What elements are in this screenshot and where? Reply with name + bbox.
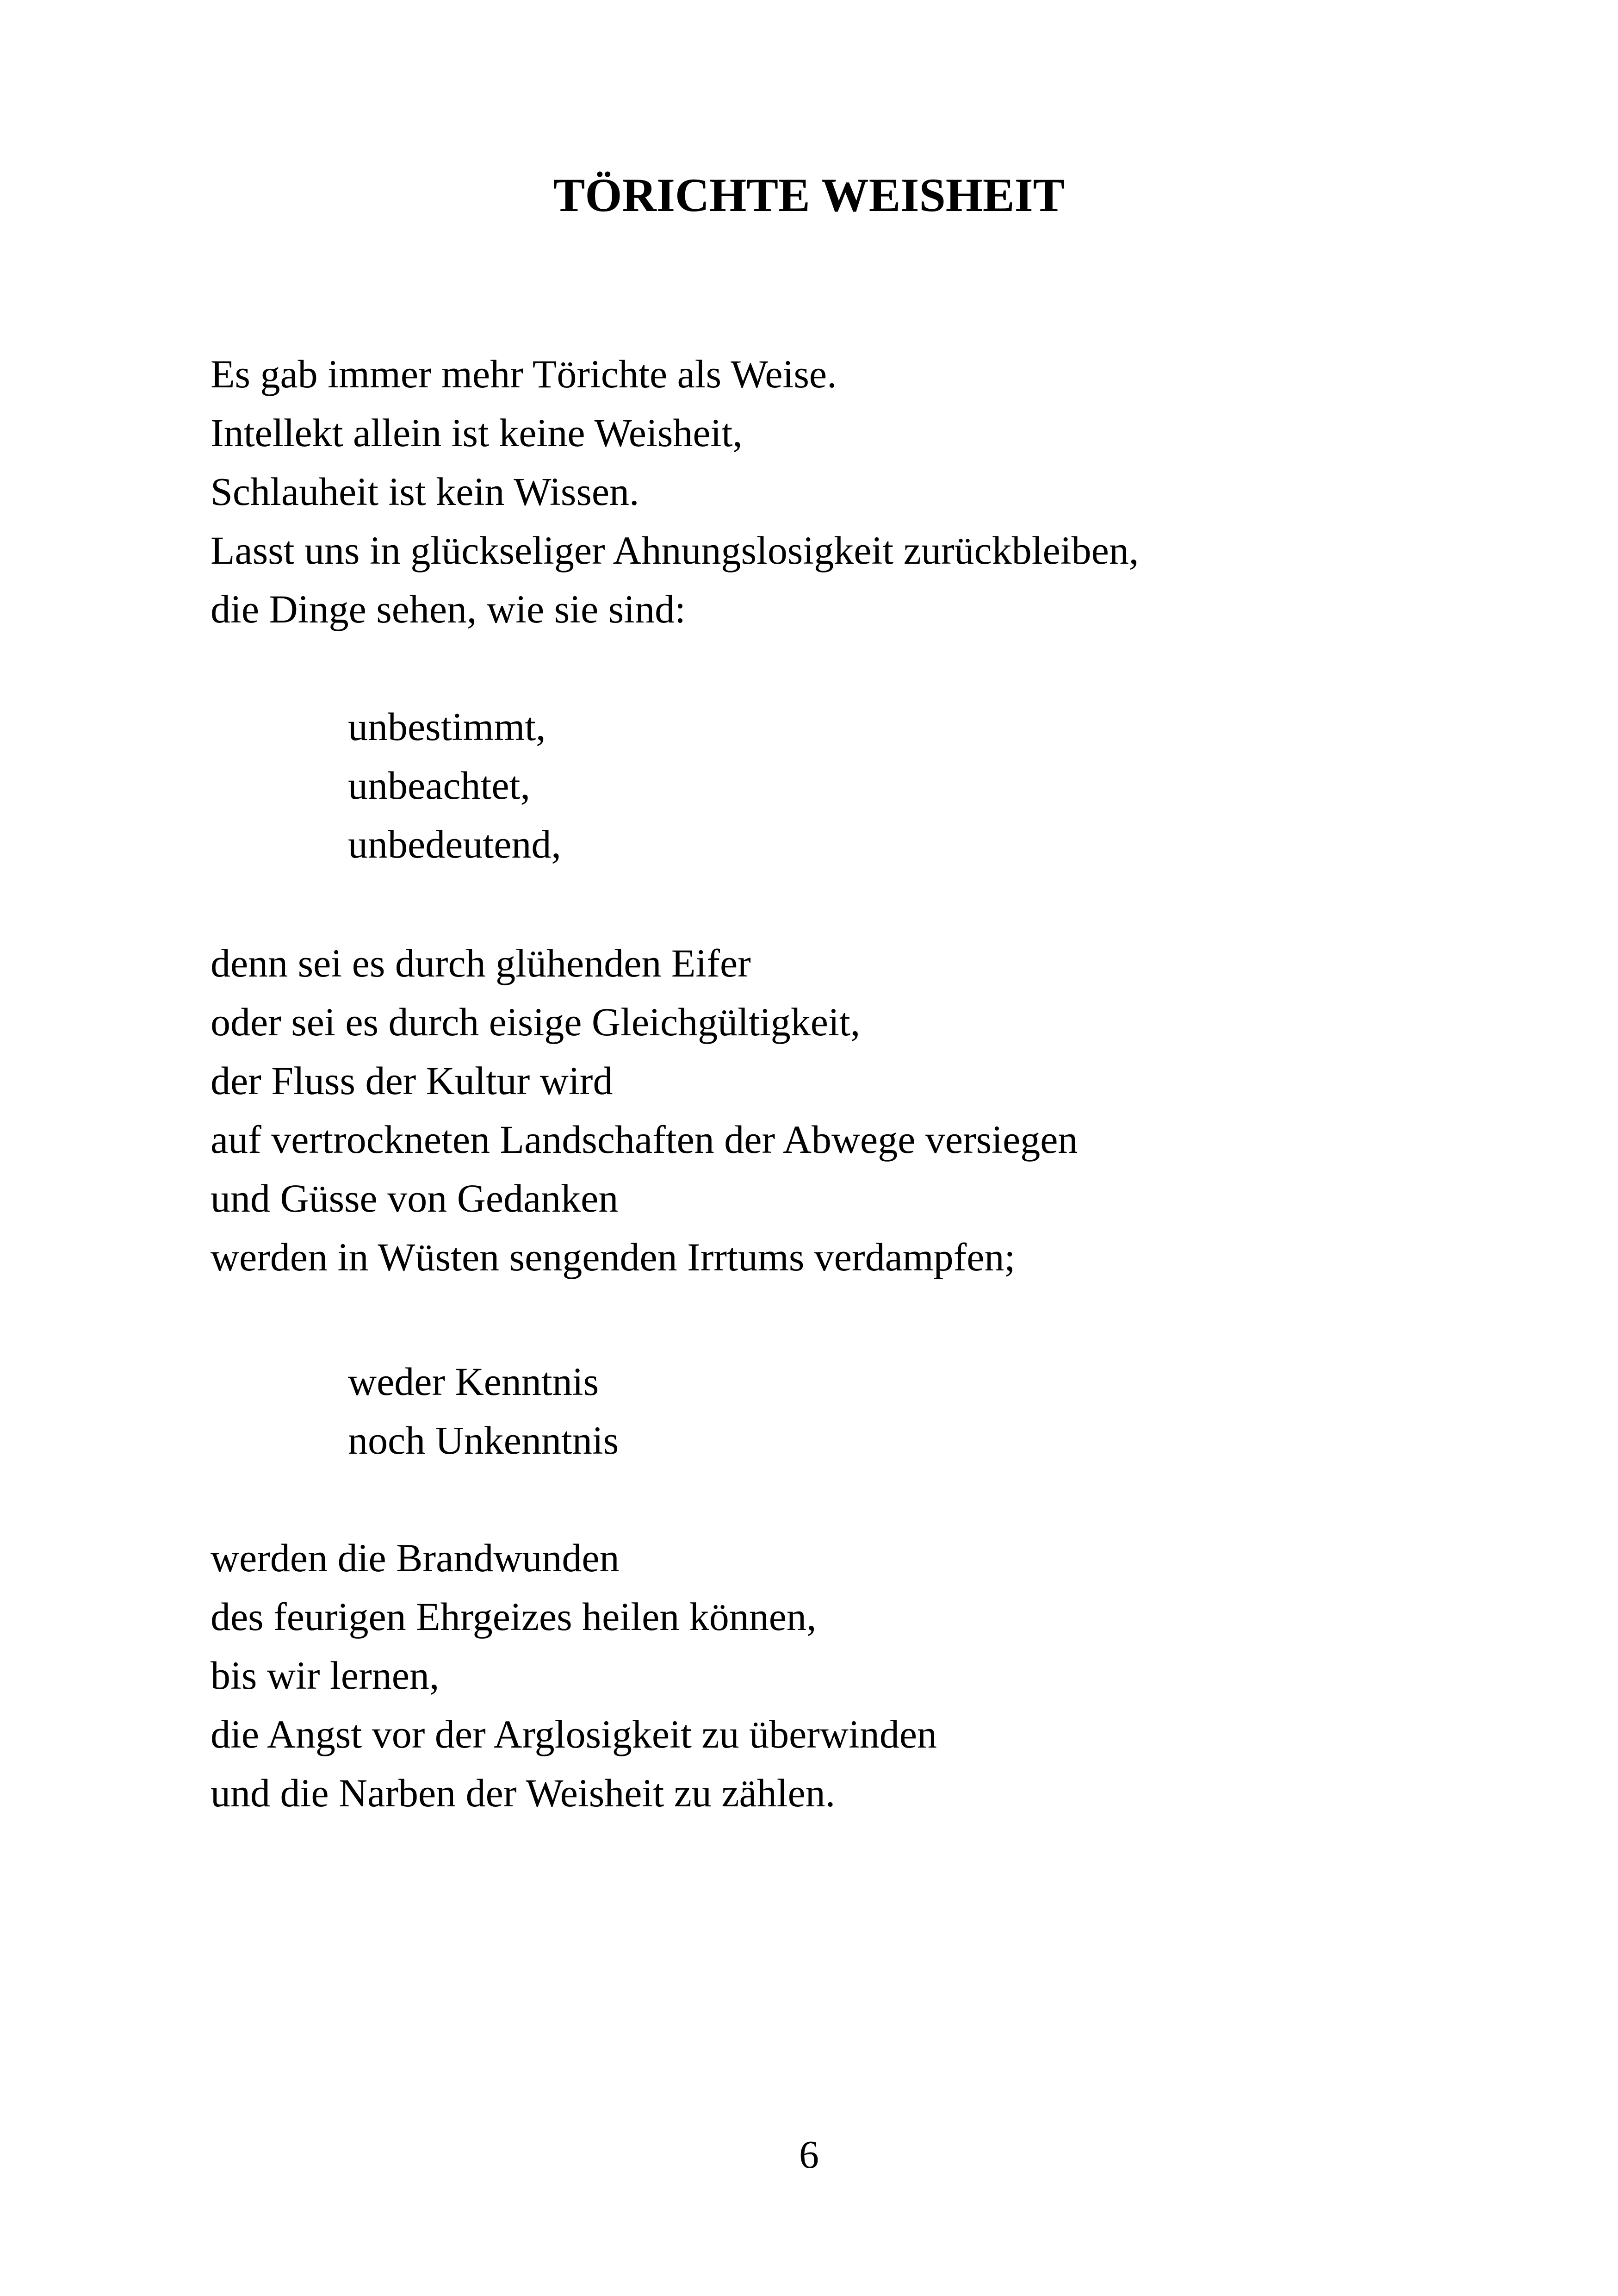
stanza-2 xyxy=(348,697,561,874)
poem-line: bis wir lernen, xyxy=(211,1653,440,1698)
poem-line: auf vertrockneten Landschaften der Abwege versiegen xyxy=(211,1117,1078,1162)
poem-line: Schlauheit ist kein Wissen. xyxy=(211,469,639,514)
stanza-5 xyxy=(211,1529,937,1823)
poem-line: des feurigen Ehrgeizes heilen können, xyxy=(211,1594,817,1639)
poem-line: die Dinge sehen, wie sie sind: xyxy=(211,587,686,631)
page-number: 6 xyxy=(799,2132,819,2177)
poem-line: noch Unkenntnis xyxy=(348,1418,619,1462)
poem-line: unbestimmt, xyxy=(348,704,546,749)
stanza-1 xyxy=(211,345,1139,639)
poem-line: Es gab immer mehr Törichte als Weise. xyxy=(211,352,837,396)
poem-line: der Fluss der Kultur wird xyxy=(211,1058,613,1103)
poem-line: oder sei es durch eisige Gleichgültigkeit, xyxy=(211,1000,861,1044)
poem-line: denn sei es durch glühenden Eifer xyxy=(211,941,751,985)
poem-line: die Angst vor der Arglosigkeit zu überwinden xyxy=(211,1712,937,1756)
stanza-4 xyxy=(348,1352,619,1470)
poem-line: unbedeutend, xyxy=(348,822,561,866)
poem-line: und Güsse von Gedanken xyxy=(211,1176,619,1220)
stanza-3 xyxy=(211,934,1078,1287)
poem-line: weder Kenntnis xyxy=(348,1359,599,1404)
poem-line: unbeachtet, xyxy=(348,763,530,808)
poem-line: werden die Brandwunden xyxy=(211,1536,620,1580)
poem-title: TÖRICHTE WEISHEIT xyxy=(553,169,1065,222)
poem-line: und die Narben der Weisheit zu zählen. xyxy=(211,1771,836,1815)
poem-line: Intellekt allein ist keine Weisheit, xyxy=(211,411,743,455)
poem-line: Lasst uns in glückseliger Ahnungslosigkeit zurückbleiben, xyxy=(211,528,1139,572)
poem-line: werden in Wüsten sengenden Irrtums verdampfen; xyxy=(211,1235,1016,1279)
